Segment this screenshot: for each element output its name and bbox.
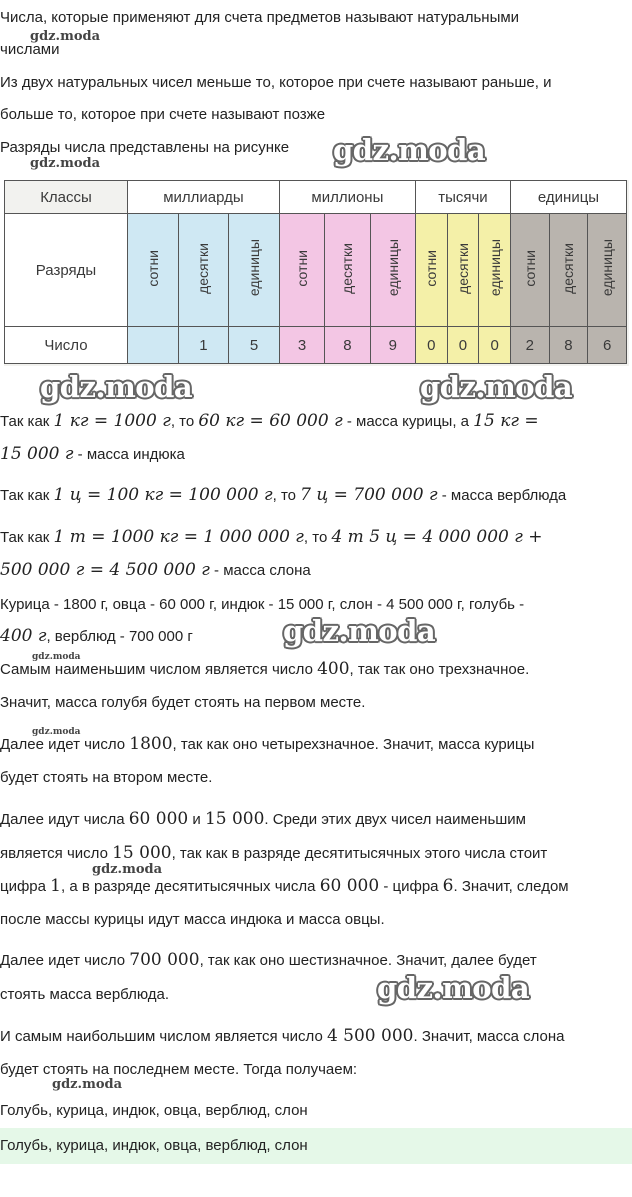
elephant-mass-line2: 500 000 г = 4 500 000 г - масса слона <box>0 560 311 580</box>
rank-cell <box>229 214 280 327</box>
camel-mass-line: Так как 1 ц = 100 кг = 100 000 г, то 7 ц = 700 000 г - масса верблюда <box>0 485 567 505</box>
rank-label: десятки <box>560 242 577 294</box>
watermark: gdz.moda <box>377 971 530 1005</box>
class-thousands: тысячи <box>415 181 510 214</box>
class-units: единицы <box>510 181 626 214</box>
digit-cell: 8 <box>325 327 370 364</box>
classes-label: Классы <box>5 181 128 214</box>
rank-label: десятки <box>454 242 471 294</box>
digit-cell: 0 <box>415 327 447 364</box>
pigeon-first-line: Значит, масса голубя будет стоять на первом месте. <box>0 694 366 711</box>
rank-label: сотни <box>294 249 311 287</box>
compare-line3: цифра 1, а в разряде десятитысячных числа 60 000 - цифра 6. Значит, следом <box>0 876 569 896</box>
watermark: gdz.moda <box>92 862 163 877</box>
rank-cell <box>588 214 627 327</box>
watermark: gdz.moda <box>30 156 101 171</box>
rank-cell <box>510 214 549 327</box>
rank-label: единицы <box>384 239 401 297</box>
digit-cell: 9 <box>370 327 415 364</box>
digit-cell: 6 <box>588 327 627 364</box>
watermark: gdz.moda <box>30 29 101 44</box>
ranks-table <box>4 180 627 364</box>
digit-cell: 5 <box>229 327 280 364</box>
digit-cell: 0 <box>447 327 479 364</box>
camel-next-line2: стоять масса верблюда. <box>0 986 170 1003</box>
rank-label: сотни <box>521 249 538 287</box>
compare-line4: после массы курицы идут масса индюка и масса овцы. <box>0 911 385 928</box>
rank-cell <box>178 214 229 327</box>
comparison-rule-line2: больше то, которое при счете называют позже <box>0 106 326 123</box>
compare-line2: является число 15 000, так как в разряде десятитысячных этого числа стоит <box>0 843 548 863</box>
digit-cell: 2 <box>510 327 549 364</box>
turkey-mass-line: 15 000 г - масса индюка <box>0 444 185 464</box>
digit-cell: 8 <box>549 327 588 364</box>
smallest-number-line: Самым наименьшим числом является число 400, так так оно трехзначное. <box>0 659 530 679</box>
watermark: gdz.moda <box>52 1077 123 1092</box>
digit-cell: 1 <box>178 327 229 364</box>
comparison-rule-line1: Из двух натуральных чисел меньше то, которое при счете называют раньше, и <box>0 74 552 91</box>
rank-label: единицы <box>246 239 263 297</box>
class-millions: миллионы <box>279 181 415 214</box>
rank-cell <box>479 214 511 327</box>
largest-number-line1: И самым наибольшим числом является число 4 500 000. Значит, масса слона <box>0 1026 565 1046</box>
class-billions: миллиарды <box>128 181 280 214</box>
elephant-mass-line1: Так как 1 т = 1000 кг = 1 000 000 г, то 4 т 5 ц = 4 000 000 г + <box>0 527 543 547</box>
ranks-table-image <box>4 180 629 366</box>
watermark: gdz.moda <box>32 727 81 737</box>
watermark: gdz.moda <box>283 614 436 648</box>
ranks-label: Разряды <box>5 214 128 327</box>
largest-number-line2: будет стоять на последнем месте. Тогда получаем: <box>0 1061 358 1078</box>
camel-next-line1: Далее идет число 700 000, так как оно шестизначное. Значит, далее будет <box>0 950 537 970</box>
compare-line1: Далее идут числа 60 000 и 15 000. Среди этих двух чисел наименьшим <box>0 809 526 829</box>
watermark: gdz.moda <box>32 652 81 662</box>
watermark: gdz.moda <box>333 133 486 167</box>
rank-cell <box>128 214 179 327</box>
rank-label: сотни <box>423 249 440 287</box>
rank-cell <box>447 214 479 327</box>
rank-cell <box>549 214 588 327</box>
rank-cell <box>279 214 324 327</box>
rank-label: десятки <box>339 242 356 294</box>
rank-label: сотни <box>144 249 161 287</box>
chicken-second-line1: Далее идет число 1800, так как оно четырехзначное. Значит, масса курицы <box>0 734 535 754</box>
rank-label: единицы <box>599 239 616 297</box>
chicken-mass-line: Так как 1 кг = 1000 г, то 60 кг = 60 000 г - масса курицы, а 15 кг = <box>0 411 539 431</box>
digit-cell: 0 <box>479 327 511 364</box>
number-label: Число <box>5 327 128 364</box>
answer-text: Голубь, курица, индюк, овца, верблюд, слон <box>0 1137 308 1154</box>
rank-label: единицы <box>486 239 503 297</box>
definition-natural-line1: Числа, которые применяют для счета предметов называют натуральными <box>0 9 520 26</box>
ranks-intro: Разряды числа представлены на рисунке <box>0 139 290 156</box>
result-order: Голубь, курица, индюк, овца, верблюд, слон <box>0 1102 308 1119</box>
rank-label: десятки <box>195 242 212 294</box>
masses-summary-line1: Курица - 1800 г, овца - 60 000 г, индюк - 15 000 г, слон - 4 500 000 г, голубь - <box>0 596 525 613</box>
digit-cell: 3 <box>279 327 324 364</box>
digit-cell <box>128 327 179 364</box>
rank-cell <box>415 214 447 327</box>
chicken-second-line2: будет стоять на втором месте. <box>0 769 213 786</box>
watermark: gdz.moda <box>420 370 573 404</box>
rank-cell <box>370 214 415 327</box>
rank-cell <box>325 214 370 327</box>
watermark: gdz.moda <box>40 370 193 404</box>
definition-natural-line2: числами <box>0 41 60 58</box>
masses-summary-line2: 400 г, верблюд - 700 000 г <box>0 626 193 646</box>
